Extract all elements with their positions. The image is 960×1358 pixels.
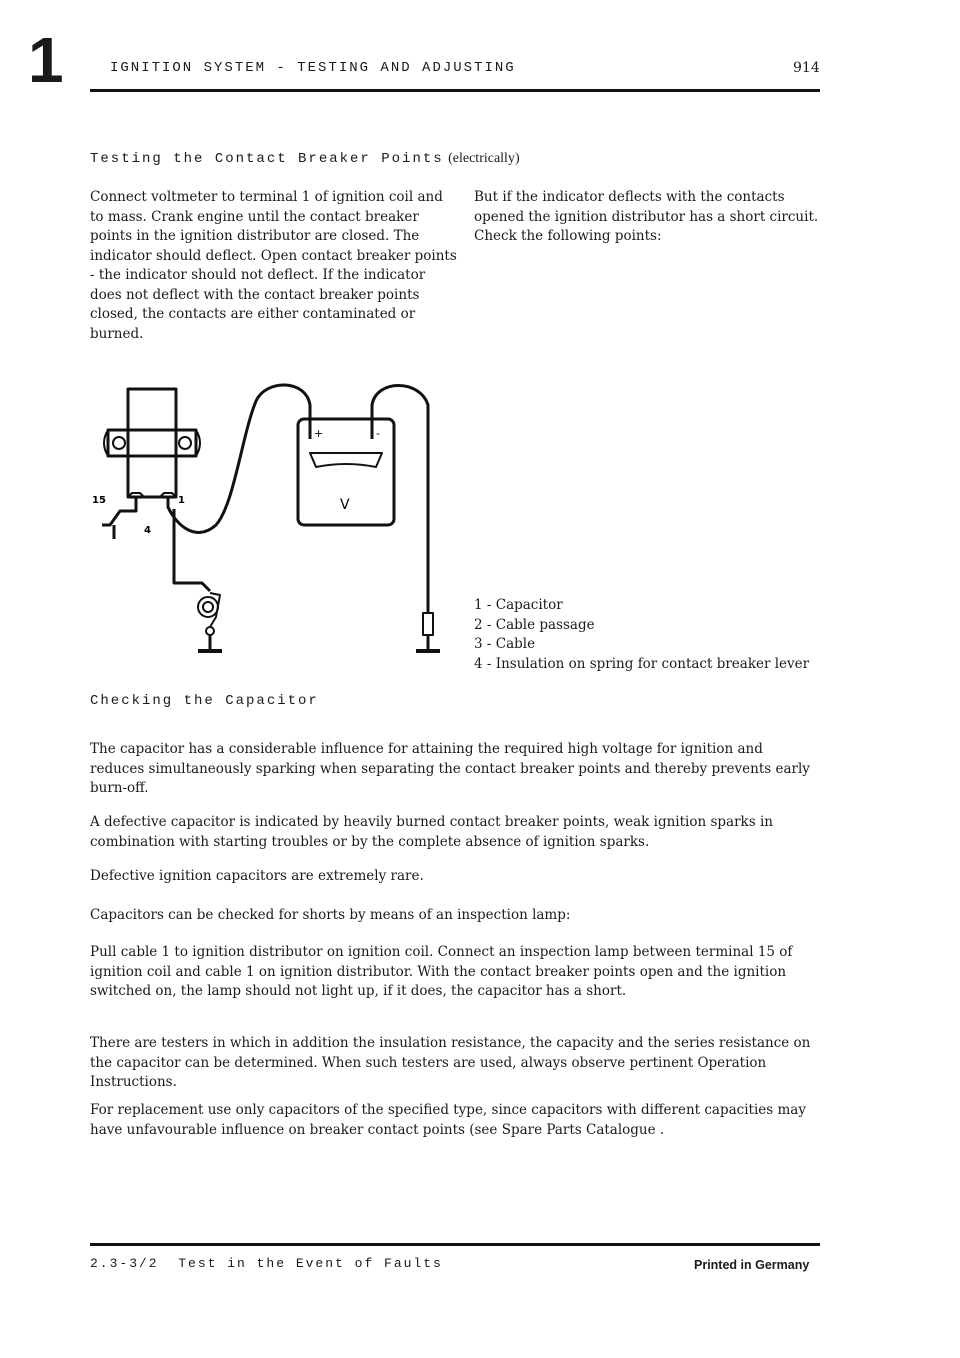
capacitor-symbol — [198, 597, 218, 617]
footer-reference — [90, 1256, 443, 1271]
meter-positive-lead — [168, 385, 310, 532]
header-rule — [90, 89, 820, 92]
section-title-text: Testing the Contact Breaker Points — [90, 151, 444, 167]
chapter-number: 1 — [28, 24, 64, 96]
printed-in-germany: Printed in Germany — [694, 1258, 810, 1272]
meter-unit-label: V — [340, 497, 350, 513]
legend-item: 4 - Insulation on spring for contact breaker lever — [474, 655, 810, 672]
ignition-coil-body — [128, 389, 176, 497]
footer-rule — [90, 1243, 820, 1246]
section-title-capacitor: Checking the Capacitor — [90, 693, 319, 709]
paragraph: The capacitor has a considerable influence for attaining the required high voltage for ignition and reduces simultaneously sparking when separating the contact breaker points and thereby prevents early burn-off. — [90, 741, 810, 796]
section-title-suffix: (electrically) — [448, 151, 520, 166]
diagram-legend — [474, 596, 824, 674]
meter-plus-sign: + — [314, 427, 324, 440]
meter-minus-sign: - — [376, 427, 380, 440]
footer-title: Test in the Event of Faults — [178, 1256, 443, 1271]
short-circuit-note: But if the indicator deflects with the contacts opened the ignition distributor has a short circuit. Check the following points: — [474, 189, 819, 244]
coil-clamp — [108, 430, 196, 456]
paragraph: Defective ignition capacitors are extremely rare. — [90, 868, 424, 884]
label-terminal-15: 15 — [92, 495, 106, 506]
legend-item: 3 - Cable — [474, 636, 536, 652]
paragraph: There are testers in which in addition the insulation resistance, the capacity and the series resistance on the capacitor can be determined. When such testers are used, always observe pertinent Operation Instructions. — [90, 1035, 811, 1090]
paragraph: For replacement use only capacitors of the specified type, since capacitors with different capacities may have unfavourable influence on breaker contact points (see Spare Parts Catalogue . — [90, 1102, 806, 1138]
legend-item: 1 - Capacitor — [474, 597, 563, 613]
label-terminal-1: 1 — [178, 495, 185, 506]
contact-breaker-instructions: Connect voltmeter to terminal 1 of ignition coil and to mass. Crank engine until the contact breaker points in the ignition distributor are closed. The indicator should deflect. Open contact breaker points - the indicator should not deflect. If the indicator does not deflect with the contact breaker points closed, the contacts are either contaminated or burned. — [90, 189, 457, 342]
voltmeter-scale — [310, 453, 382, 467]
legend-item: 2 - Cable passage — [474, 616, 595, 633]
paragraph: Capacitors can be checked for shorts by means of an inspection lamp: — [90, 907, 571, 923]
paragraph: Pull cable 1 to ignition distributor on ignition coil. Connect an inspection lamp between terminal 15 of ignition coil and cable 1 on ignition distributor. With the contact breaker points open and the ignition switched on, the lamp should not light up, if it does, the capacitor has a short. — [90, 944, 793, 999]
paragraph: A defective capacitor is indicated by heavily burned contact breaker points, weak ignition sparks in combination with starting troubles or by the complete absence of ignition sparks. — [90, 814, 773, 850]
label-cable-4: 4 — [144, 525, 151, 536]
voltmeter-wiring-diagram — [84, 375, 454, 665]
footer-code: 2.3-3/2 — [90, 1256, 159, 1271]
section-title-contact-breaker — [90, 150, 520, 167]
page-number: 914 — [793, 60, 820, 76]
distributor-cable — [174, 509, 210, 591]
terminal-15-wire — [102, 497, 136, 525]
page-header-title: IGNITION SYSTEM - TESTING AND ADJUSTING — [110, 60, 516, 76]
